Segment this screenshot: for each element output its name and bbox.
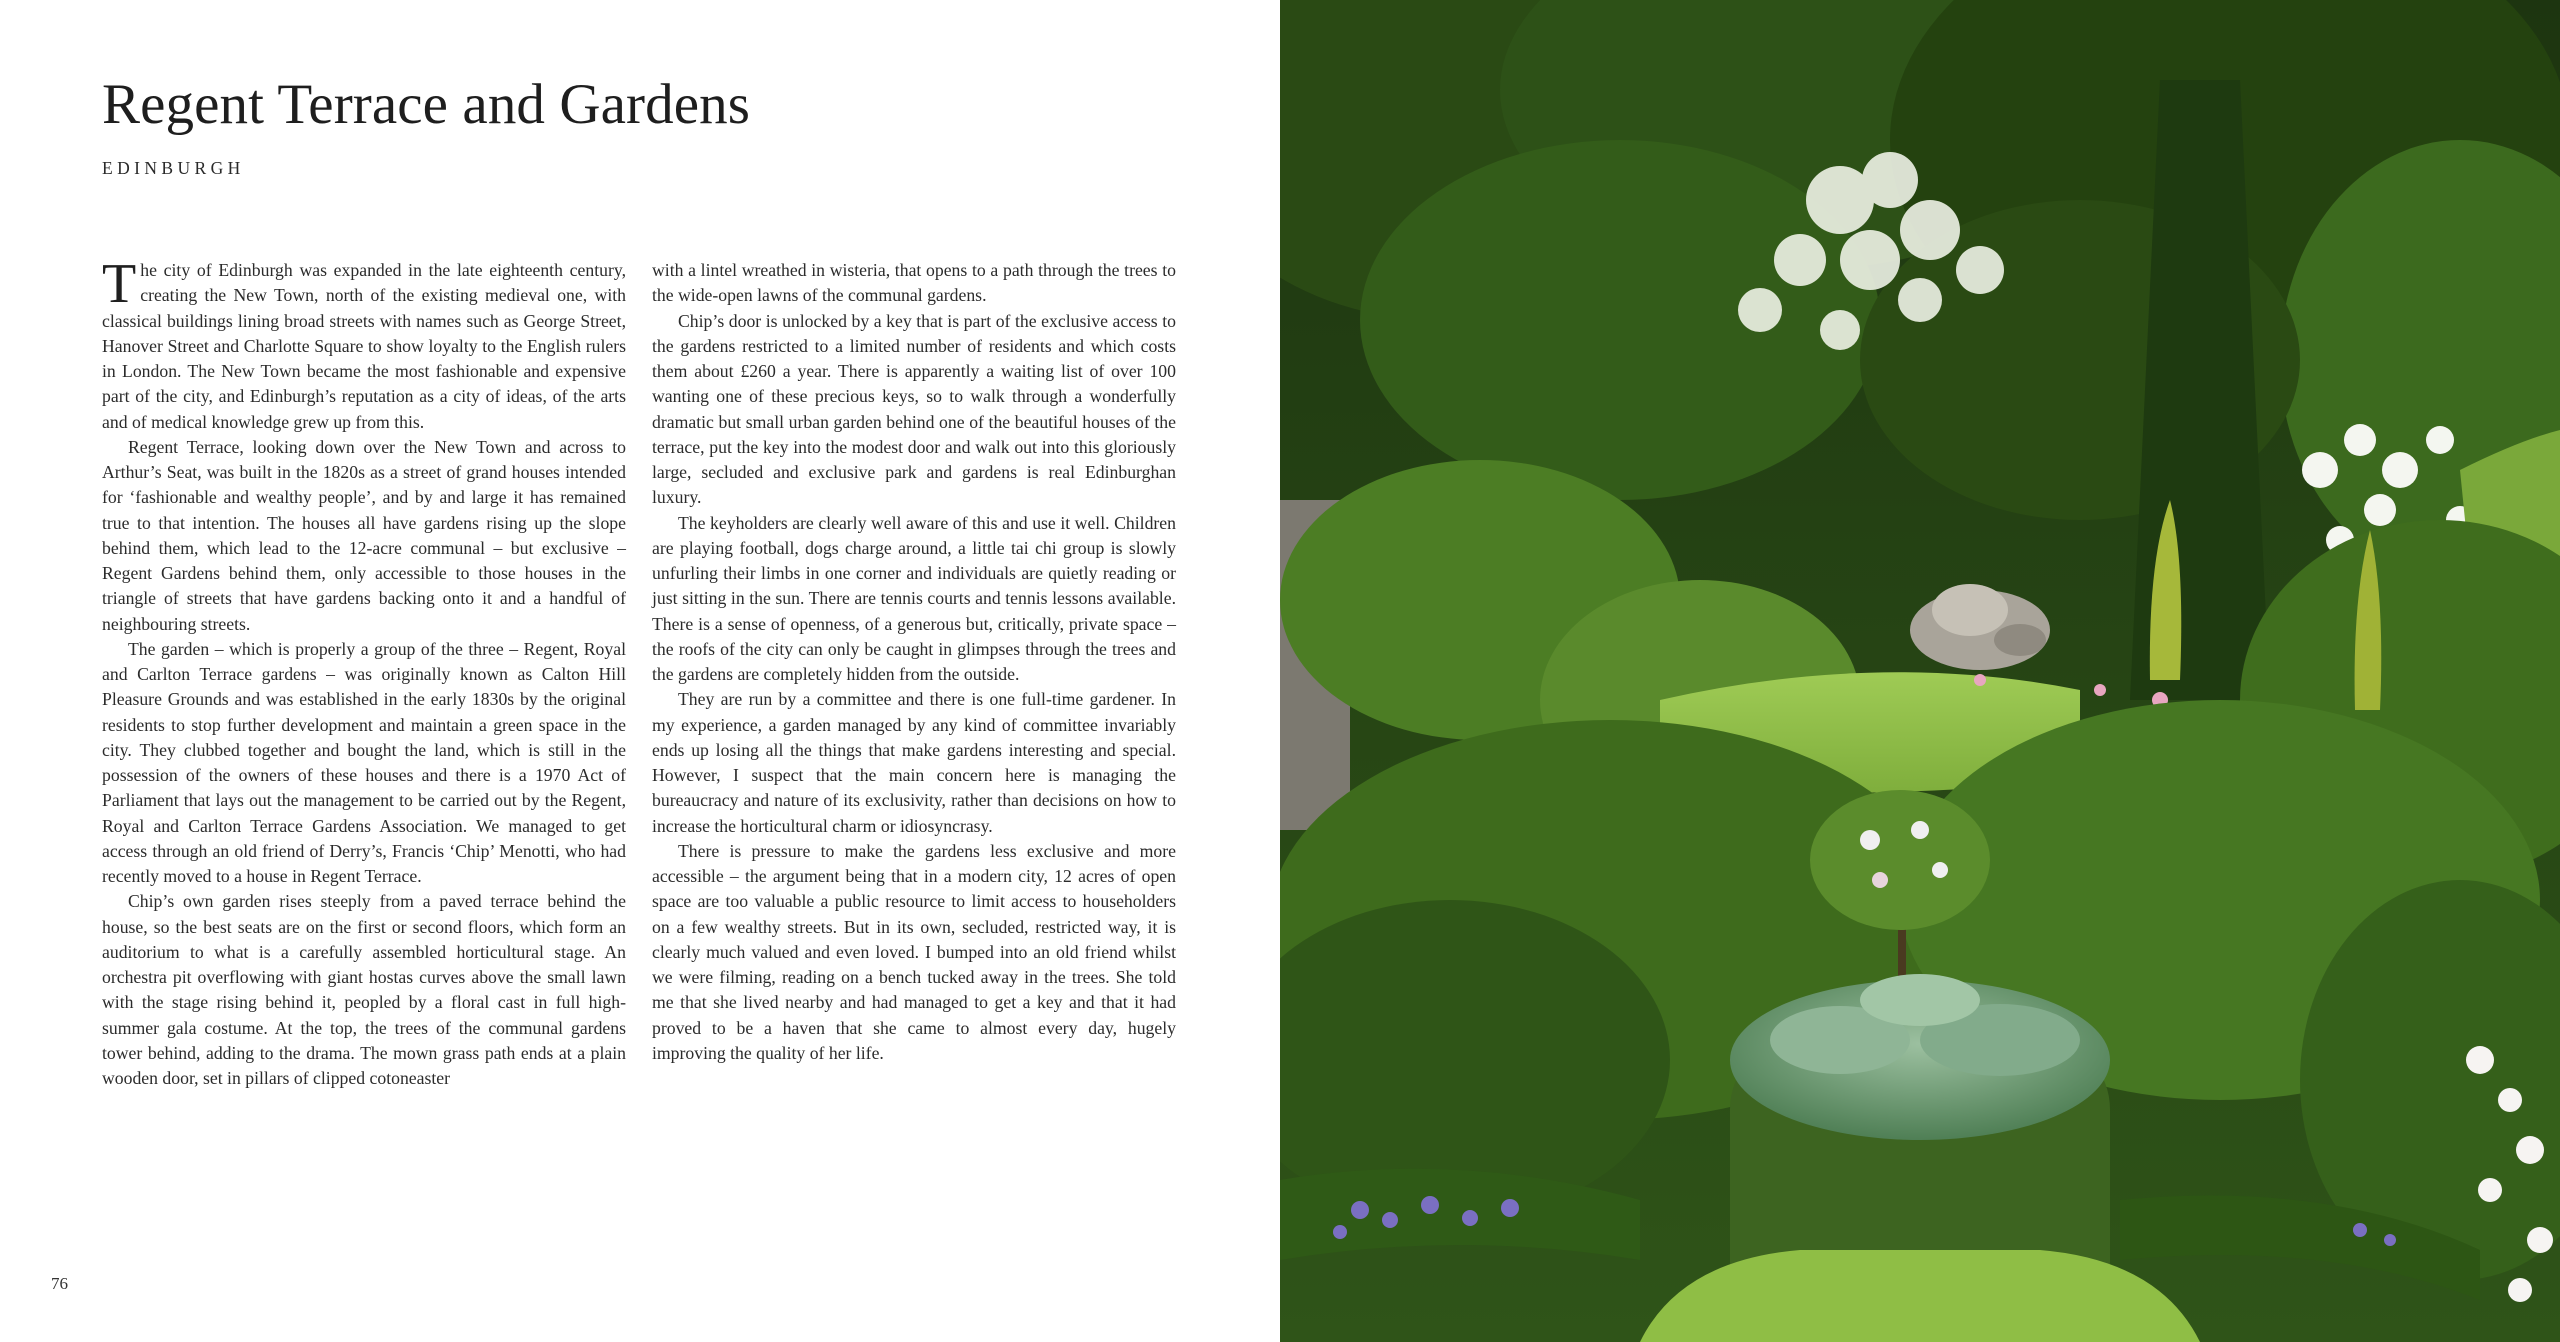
paragraph: They are run by a committee and there is one full-time gardener. In my experience, a garden managed by any kind of committee invariably ends up losing all the things that make gardens interesting and special. However, I suspect that the main concern here is managing the bureaucracy and nature of its exclusivity, rather than decisions on how to increase the horticultural charm or idiosyncrasy. (652, 689, 1176, 836)
paragraph: Chip’s own garden rises steeply from a paved terrace behind the house, so the best seats are on the first or second floors, which form an auditorium to what is a carefully assembled horticultural stage. An orchestra pit overflowing with giant hostas curves above the small lawn with the stage rising behind it, peopled by a floral cast in full high-summer gala costume. At the top, the trees of the communal gardens tower behind, adding to the drama. The mown grass path ends at a plain wooden door, set in pillars of clipped cotoneaster (102, 891, 626, 1088)
paragraph: There is pressure to make the gardens less exclusive and more accessible – the argument being that in a modern city, 12 acres of open space are too valuable a public resource to limit access to householders on a few wealthy streets. But in its own, secluded, restricted way, it is clearly much valued and even loved. I bumped into an old friend whilst we were filming, reading on a bench tucked away in the trees. She told me that she lived nearby and had managed to get a key and that it had proved to be a haven that she came to almost every day, hugely improving the quality of her life. (652, 840, 1176, 1063)
paragraph: The garden – which is properly a group of the three – Regent, Royal and Carlton Terrace gardens – was originally known as Calton Hill Pleasure Grounds and was established in the early 1830s by the original residents to stop further development and maintain a green space in the city. They clubbed together and bought the land, which is still in the possession of the owners of these houses and there is a 1970 Act of Parliament that lays out the management to be carried out by the Regent, Royal and Carlton Terrace Gardens Association. We managed to get access through an old friend of Derry’s, Francis ‘Chip’ Menotti, who had recently moved to a house in Regent Terrace. (102, 638, 626, 886)
page-number: 76 (51, 1274, 68, 1293)
garden-photo-illustration (1280, 0, 2560, 1342)
garden-photo (1280, 0, 2560, 1342)
paragraph: Chip’s door is unlocked by a key that is part of the exclusive access to the gardens restricted to a limited number of residents and which costs them about £260 a year. There is apparently a waiting list of over 100 wanting one of these precious keys, so to walk through a wonderfully dramatic but small urban garden behind one of the beautiful houses of the terrace, put the key into the modest door and walk out into this gloriously large, secluded and exclusive park and gardens is real Edinburghan luxury. (652, 310, 1176, 508)
text-column-right (652, 258, 1176, 1066)
hosta-bed (1730, 974, 2110, 1295)
drop-cap: T (102, 253, 137, 315)
location-subtitle: EDINBURGH (102, 158, 245, 178)
paragraph: The keyholders are clearly well aware of this and use it well. Children are playing football, dogs charge around, a little tai chi group is slowly unfurling their limbs in one corner and individuals are quietly reading or just sitting in the sun. There are tennis courts and tennis lessons available. There is a sense of openness, of a generous but, critically, private space – the roofs of the city can only be caught in glimpses through the trees and the gardens are completely hidden from the outside. (652, 512, 1176, 684)
paragraph: with a lintel wreathed in wisteria, that opens to a path through the trees to the wide-open lawns of the communal gardens. (652, 260, 1176, 306)
paragraph: The city of Edinburgh was expanded in the late eighteenth century, creating the New Town, north of the existing medieval one, with classical buildings lining broad streets with names such as George Street, Hanover Street and Charlotte Square to show loyalty to the English rulers in London. The New Town became the most fashionable and expensive part of the city, and Edinburgh’s reputation as a city of ideas, of the arts and of medical knowledge grew up from this. (102, 253, 626, 432)
text-column-left (102, 253, 626, 1091)
page-title: Regent Terrace and Gardens (102, 73, 750, 136)
paragraph: Regent Terrace, looking down over the New Town and across to Arthur’s Seat, was built in the 1820s as a street of grand houses intended for ‘fashionable and wealthy people’, and by and large it has remained true to that intention. The houses all have gardens rising up the slope behind them, which lead to the 12-acre communal – but exclusive – Regent Gardens behind them, only accessible to those houses in the triangle of streets that have gardens backing onto it and a handful of neighbouring streets. (102, 436, 626, 634)
